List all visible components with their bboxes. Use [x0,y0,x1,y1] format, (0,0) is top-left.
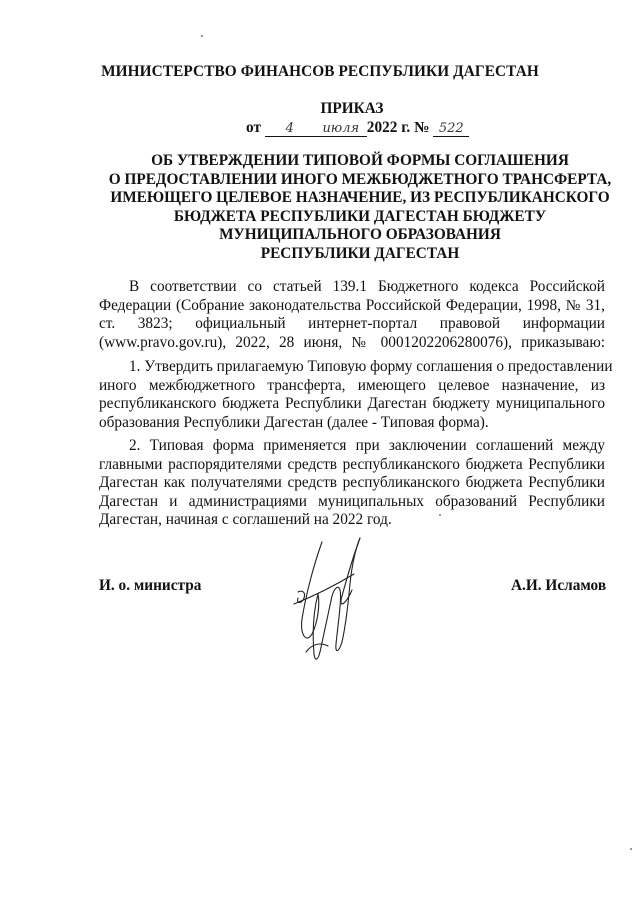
paragraph-line: образования Республики Дагестан (далее - Типовая форма). [99,413,489,431]
order-day-handwritten: 4 [265,121,315,137]
handwritten-signature [284,534,374,674]
heading-line: ИМЕЮЩЕГО ЦЕЛЕВОЕ НАЗНАЧЕНИЕ, ИЗ РЕСПУБЛИКАНСКОГО [110,189,610,207]
paragraph-line: 2. Типовая форма применяется при заключении соглашений между [129,437,605,454]
scan-speck [201,35,203,37]
paragraph-line: (www.pravo.gov.ru), 2022, 28 июня, № 0001202206280076), приказываю: [99,333,605,351]
signatory-name: А.И. Исламов [511,577,607,594]
order-number-handwritten: 522 [433,121,469,137]
paragraph-line: Федерации (Собрание законодательства Российской Федерации, 1998, № 31, [99,296,605,314]
clause-1-paragraph [99,358,613,432]
preamble-paragraph [99,278,605,352]
order-month-handwritten: июля [315,121,367,137]
order-year: 2022 г. № [366,119,430,136]
heading-line: БЮДЖЕТА РЕСПУБЛИКИ ДАГЕСТАН БЮДЖЕТУ [173,207,547,225]
order-title: ПРИКАЗ [320,100,384,117]
order-prefix: от [246,119,261,136]
heading-line: ОБ УТВЕРЖДЕНИИ ТИПОВОЙ ФОРМЫ СОГЛАШЕНИЯ [151,152,569,169]
ministry-name: МИНИСТЕРСТВО ФИНАНСОВ РЕСПУБЛИКИ ДАГЕСТАН [101,63,539,80]
paragraph-line: 1. Утвердить прилагаемую Типовую форму соглашения о предоставлении [129,358,613,375]
paragraph-line: иного межбюджетного трансферта, имеющего целевое назначение, из [99,376,605,394]
clause-2-paragraph [99,437,605,530]
scan-speck [439,514,441,516]
heading-line: МУНИЦИПАЛЬНОГО ОБРАЗОВАНИЯ [219,226,501,244]
heading-line: О ПРЕДОСТАВЛЕНИИ ИНОГО МЕЖБЮДЖЕТНОГО ТРАНСФЕРТА, [108,170,612,188]
signatory-position: И. о. министра [99,577,202,594]
paragraph-line: Дагестан, начиная с соглашений на 2022 год. [99,511,392,529]
paragraph-line: ст. 3823; официальный интернет-портал правовой информации [99,315,605,333]
paragraph-line: В соответствии со статьей 139.1 Бюджетного кодекса Российской [129,278,605,295]
paragraph-line: главными распорядителями средств республиканского бюджета Республики [99,455,605,473]
heading-line: РЕСПУБЛИКИ ДАГЕСТАН [260,244,460,262]
paragraph-line: Дагестан и администрациями муниципальных образований Республики [99,492,605,510]
document-heading [80,152,640,264]
paragraph-line: республиканского бюджета Республики Дагестан бюджету муниципального [99,395,605,413]
paragraph-line: Дагестан как получателями средств республиканского бюджета Республики [99,474,605,492]
order-date-number [246,119,469,137]
scan-speck [630,848,632,850]
